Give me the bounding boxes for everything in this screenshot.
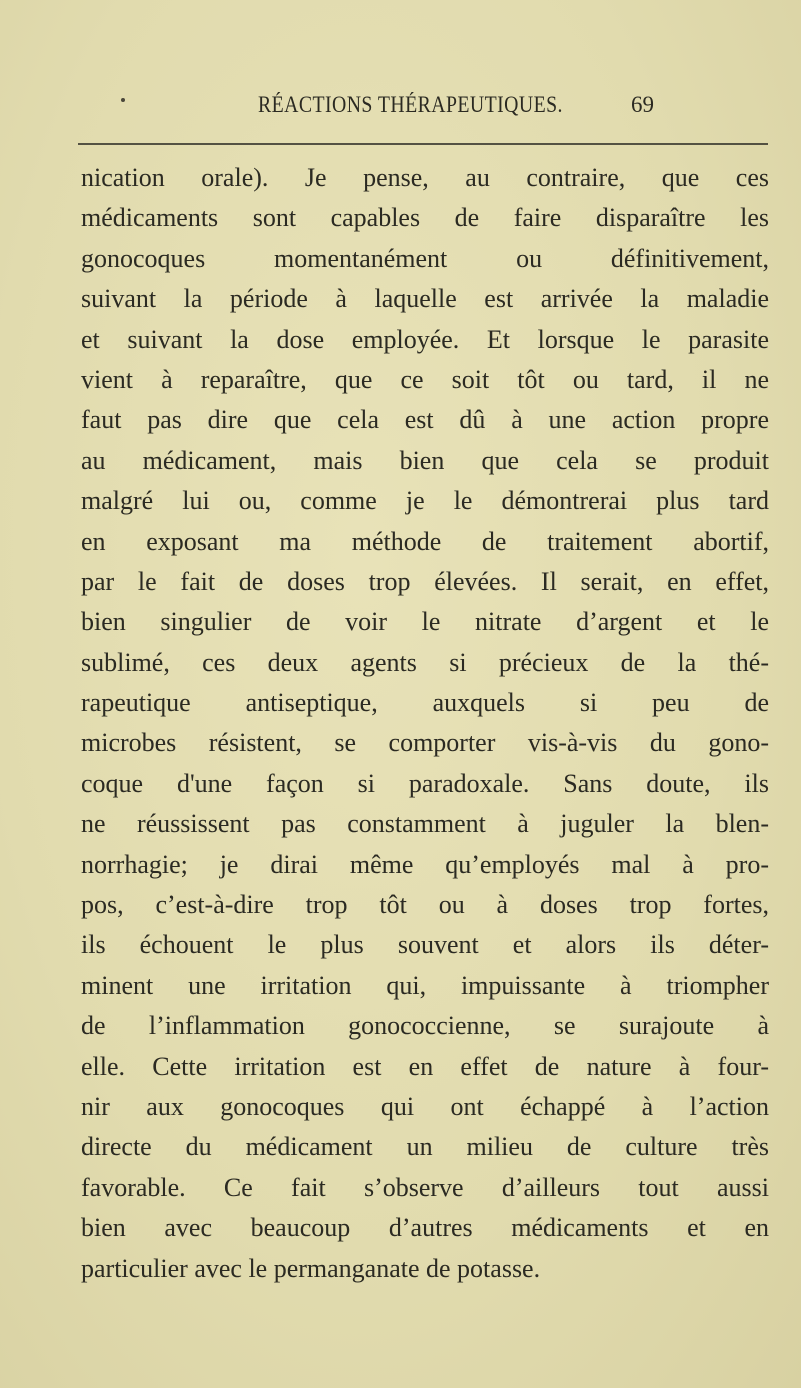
text-line: ils échouent le plus souvent et alors ils déter-	[81, 930, 769, 960]
text-line: favorable. Ce fait s’observe d’ailleurs tout aussi	[81, 1172, 769, 1202]
text-line: malgré lui ou, comme je le démontrerai plus tard	[81, 486, 769, 516]
text-line: bien avec beaucoup d’autres médicaments et en	[81, 1213, 769, 1243]
text-line: microbes résistent, se comporter vis-à-vis du gono-	[81, 728, 769, 758]
text-line: rapeutique antiseptique, auxquels si peu de	[81, 688, 769, 718]
text-line: sublimé, ces deux agents si précieux de la thé-	[81, 647, 769, 677]
text-line: suivant la période à laquelle est arrivée la maladie	[81, 284, 769, 314]
text-line: et suivant la dose employée. Et lorsque le parasite	[81, 324, 769, 354]
text-line: médicaments sont capables de faire disparaître les	[81, 203, 769, 233]
text-line: ne réussissent pas constamment à juguler la blen-	[81, 809, 769, 839]
text-line: au médicament, mais bien que cela se produit	[81, 445, 769, 475]
text-line: par le fait de doses trop élevées. Il serait, en effet,	[81, 566, 769, 596]
text-line: particulier avec le permanganate de potasse.	[81, 1253, 541, 1283]
text-line: bien singulier de voir le nitrate d’argent et le	[81, 607, 769, 637]
text-line: gonocoques momentanément ou définitivement,	[81, 243, 769, 273]
header-rule	[78, 143, 768, 145]
text-line: pos, c’est-à-dire trop tôt ou à doses trop fortes,	[81, 890, 769, 920]
running-head	[0, 88, 801, 128]
text-line: de l’inflammation gonococcienne, se surajoute à	[81, 1011, 769, 1041]
text-line: faut pas dire que cela est dû à une action propre	[81, 405, 769, 435]
text-line: elle. Cette irritation est en effet de nature à four-	[81, 1051, 769, 1081]
text-line: nir aux gonocoques qui ont échappé à l’action	[81, 1091, 769, 1121]
text-line: norrhagie; je dirai même qu’employés mal à pro-	[81, 849, 769, 879]
body-text	[81, 158, 769, 1289]
text-line: coque d'une façon si paradoxale. Sans doute, ils	[81, 768, 769, 798]
text-line: en exposant ma méthode de traitement abortif,	[81, 526, 769, 556]
text-line: nication orale). Je pense, au contraire, que ces	[81, 163, 769, 192]
running-head-title: RÉACTIONS THÉRAPEUTIQUES.	[258, 92, 563, 117]
text-line: directe du médicament un milieu de culture très	[81, 1132, 769, 1162]
text-line: minent une irritation qui, impuissante à triompher	[81, 970, 769, 1000]
text-line: vient à reparaître, que ce soit tôt ou tard, il ne	[81, 364, 769, 394]
page-number: 69	[631, 92, 654, 117]
